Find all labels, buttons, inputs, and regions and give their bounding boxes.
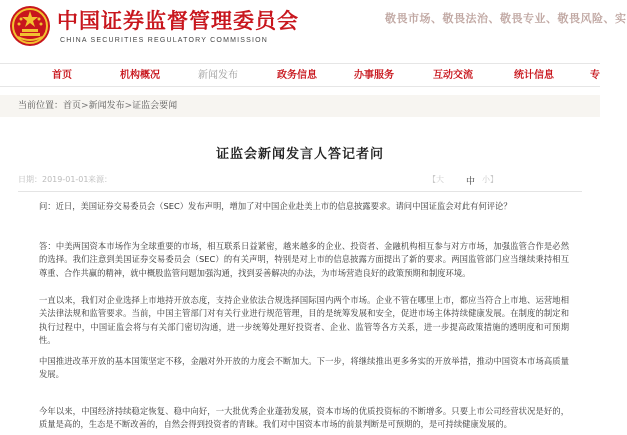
font-size-medium-button[interactable]: 中 [466, 177, 476, 187]
article-paragraph-answer: 答：中美两国资本市场作为全球重要的市场，相互联系日益紧密，越来越多的企业、投资者、金融机构相互参与对方市场，加强监管合作是必然的选择。我们注意到美国证券交易委员会（SEC）的有关声明，特别是对上市的信息披露方面提出了新的要求。两国监管部门应当继续秉持相互尊重、合作共赢的精神，就中概股监管问题加强沟通，找到妥善解决的办法，为市场营造良好的政策预期和制度环境。 [39, 241, 569, 278]
breadcrumb-page-link[interactable]: 证监会要闻 [132, 101, 178, 111]
breadcrumb-prefix: 当前位置： [18, 101, 64, 111]
article-paragraph-question: 问：近日，美国证券交易委员会（SEC）发布声明，增加了对中国企业赴美上市的信息披露要求。请问中国证监会对此有何评论？ [39, 201, 512, 211]
main-nav [0, 63, 600, 87]
nav-item-statistics[interactable]: 统计信息 [514, 70, 554, 81]
header-motto: 敬畏市场、敬畏法治、敬畏专业、敬畏风险、实 [385, 12, 627, 25]
nav-item-home[interactable]: 首页 [52, 70, 72, 81]
nav-item-gov-info[interactable]: 政务信息 [277, 70, 317, 81]
article-meta [18, 174, 582, 188]
org-name-cn[interactable]: 中国证券监督管理委员会 [57, 9, 299, 33]
breadcrumb-section-link[interactable]: 新闻发布 [88, 101, 125, 111]
font-size-large-button[interactable]: 【大 [428, 175, 444, 184]
national-emblem-icon[interactable] [9, 5, 51, 47]
article-date: 日期：2019-01-01 [18, 175, 89, 184]
nav-item-news[interactable]: 新闻发布 [198, 70, 238, 81]
breadcrumb-home-link[interactable]: 首页 [63, 101, 82, 111]
nav-item-interaction[interactable]: 互动交流 [433, 70, 473, 81]
breadcrumb-separator: > [124, 101, 133, 111]
nav-item-special[interactable]: 专 [590, 70, 600, 81]
nav-item-about[interactable]: 机构概况 [120, 70, 160, 81]
nav-item-services[interactable]: 办事服务 [354, 70, 394, 81]
site-header [0, 0, 627, 58]
font-size-small-button[interactable]: 小】 [482, 175, 498, 184]
article-paragraph: 中国推进改革开放的基本国策坚定不移，金融对外开放的力度会不断加大。下一步，将继续推出更多务实的开放举措，推动中国资本市场高质量发展。 [39, 356, 569, 380]
article-paragraph: 今年以来，中国经济持续稳定恢复、稳中向好，一大批优秀企业蓬勃发展，资本市场的优质投资标的不断增多。只要上市公司经营状况是好的，质量是高的，生态是不断改善的，自然会得到投资者的青睐。我们对中国资本市场的前景判断是可预期的，是可持续健康发展的。 [39, 406, 569, 430]
breadcrumb [0, 95, 600, 117]
org-name-en: CHINA SECURITIES REGULATORY COMMISSION [60, 37, 269, 44]
article-source: 来源： [88, 175, 112, 184]
article-paragraph: 一直以来，我们对企业选择上市地持开放态度，支持企业依法合规选择国际国内两个市场。企业不管在哪里上市，都应当符合上市地、运营地相关法律法规和监管要求。当前，中国主管部门对有关行业进行规范管理，目的是统筹发展和安全，促进市场主体持续健康发展。在制度的制定和执行过程中，中国证监会将与有关部门密切沟通，进一步统筹处理好投资者、企业、监管等各方关系，进一步提高政策措施的透明度和可预期性。 [39, 295, 569, 346]
meta-divider [18, 191, 582, 192]
article-title: 证监会新闻发言人答记者问 [215, 147, 384, 162]
breadcrumb-separator: > [81, 101, 89, 111]
